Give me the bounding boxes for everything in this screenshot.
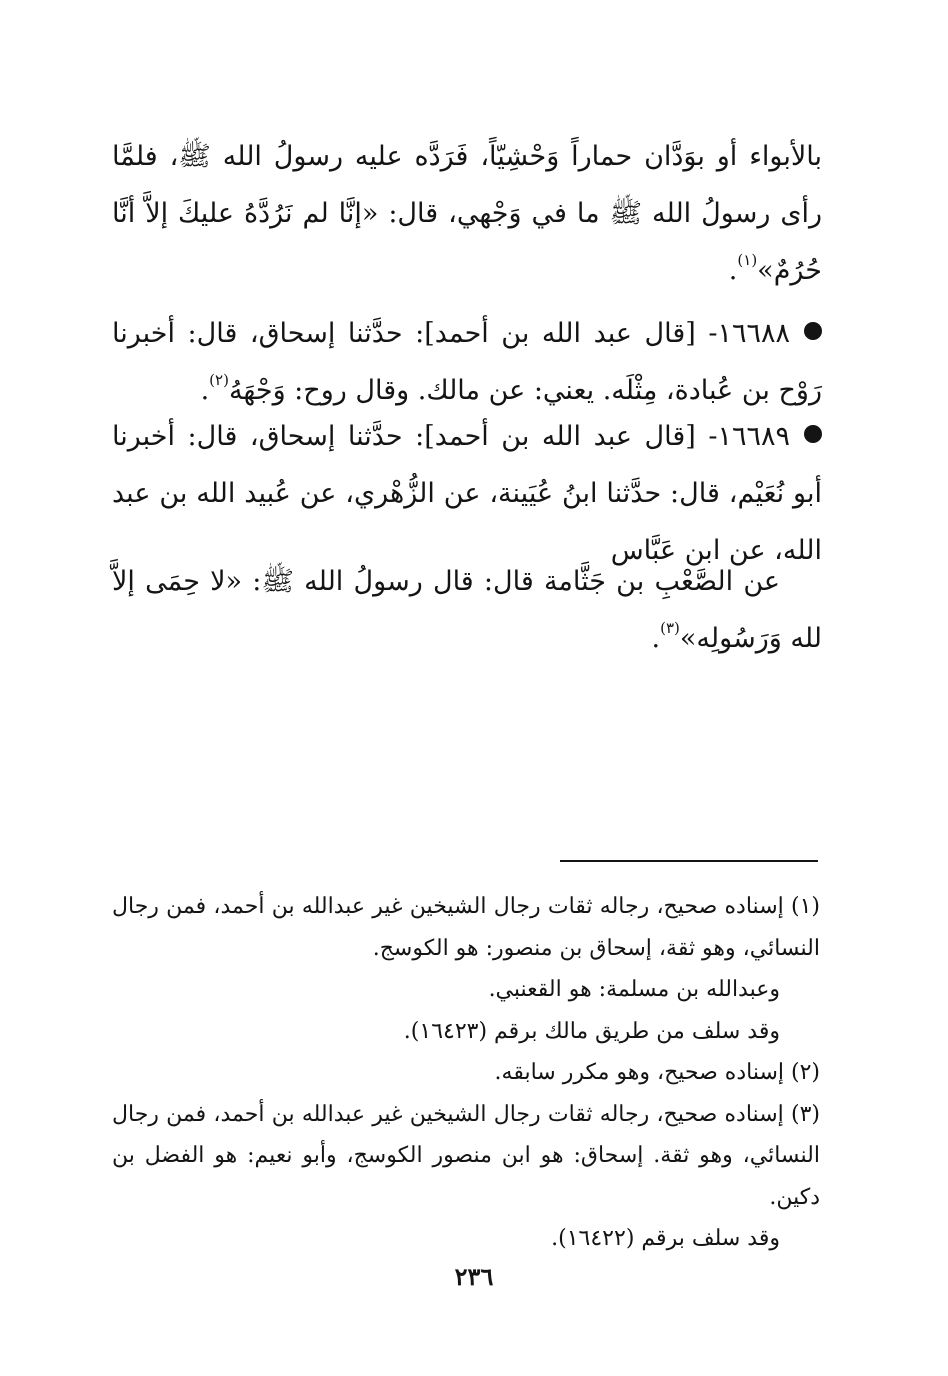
paragraph-end: . xyxy=(728,255,738,286)
footnote-line: وقد سلف برقم (١٦٤٢٢). xyxy=(551,1226,780,1251)
footnote-line: وعبدالله بن مسلمة: هو القعنبي. xyxy=(488,977,780,1002)
hadith-text: ١٦٦٨٩- [قال عبد الله بن أحمد]: حدَّثنا إسحاق، قال: أخبرنا أبو نُعَيْم، قال: حدَّثنا ابنُ عُيَينة، عن الزُّهْري، عن عُبيد الله بن عبد الله، عن ابن عَبَّاس xyxy=(112,421,822,566)
footnote-line: (٣) إسناده صحيح، رجاله ثقات رجال الشيخين غير عبدالله بن أحمد، فمن رجال النسائي، وهو ثقة. إسحاق: هو ابن منصور الكوسج، وأبو نعيم: هو الفضل بن دكين. xyxy=(112,1101,820,1210)
hadith-end: . xyxy=(200,375,210,406)
footnote-line: (١) إسناده صحيح، رجاله ثقات رجال الشيخين غير عبدالله بن أحمد، فمن رجال النسائي، وهو ثقة، إسحاق بن منصور: هو الكوسج. xyxy=(112,894,820,961)
footnote-line: وقد سلف من طريق مالك برقم (١٦٤٢٣). xyxy=(403,1018,780,1044)
matn-text: عن الصَّعْبِ بن جَثَّامة قال: قال رسولُ الله ﷺ: «لا حِمَى إلاَّ لله وَرَسُولِه» xyxy=(112,566,822,654)
matn-block xyxy=(112,553,822,667)
main-text-block xyxy=(112,128,822,299)
bullet-icon xyxy=(804,322,822,340)
footnote-marker-2: (٢) xyxy=(209,371,229,389)
matn-end: . xyxy=(651,623,661,654)
footnote-marker-1: (١) xyxy=(737,251,758,269)
footnote-marker-3: (٣) xyxy=(660,619,680,637)
hadith-16688 xyxy=(112,305,822,419)
matn-paragraph xyxy=(112,553,822,667)
bullet-icon xyxy=(804,425,822,443)
paragraph-continuation xyxy=(112,128,822,299)
page-number: ٢٣٦ xyxy=(454,1262,494,1291)
hadith-paragraph xyxy=(112,305,822,419)
footnote-line: (٢) إسناده صحيح، وهو مكرر سابقه. xyxy=(494,1060,820,1085)
footnote-separator xyxy=(560,860,818,862)
hadith-text: ١٦٦٨٨- [قال عبد الله بن أحمد]: حدَّثنا إسحاق، قال: أخبرنا رَوْح بن عُبادة، مِثْلَه. يعني: عن مالك. وقال روح: وَجْهَهُ xyxy=(112,318,822,406)
footnotes-section xyxy=(112,886,820,1260)
paragraph-text: بالأبواء أو بوَدَّان حماراً وَحْشِيّاً، فَرَدَّه عليه رسولُ الله ﷺ، فلمَّا رأى رسولُ الله ﷺ ما في وَجْهي، قال: «إنَّا لم نَرُدَّهُ عليكَ إلاَّ أنَّا حُرُمٌ» xyxy=(112,141,822,286)
